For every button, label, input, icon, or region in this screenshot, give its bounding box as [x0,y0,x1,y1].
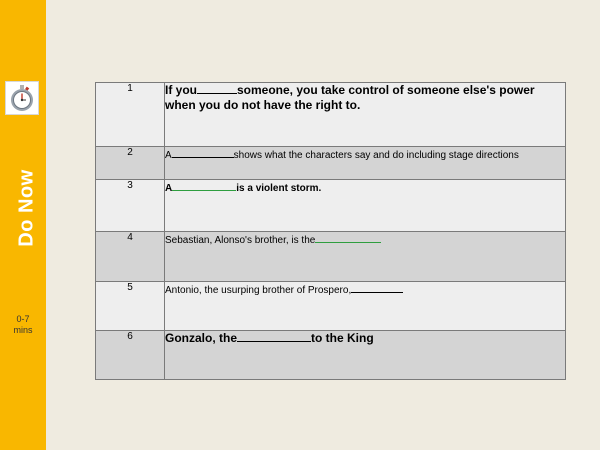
question-text-before: Antonio, the usurping brother of Prospero, [165,285,352,296]
question-row-2 [96,147,566,180]
question-text-before: Gonzalo, the [165,331,237,345]
question-number: 2 [96,147,165,180]
question-table [95,82,566,380]
question-row-5 [96,282,566,331]
question-text [165,147,566,180]
question-text-before: Sebastian, Alonso's brother, is the [165,235,316,246]
time-label [0,314,46,336]
question-text [165,331,566,380]
answer-blank [172,147,234,158]
do-now-title: Do Now [15,169,38,247]
question-number: 5 [96,282,165,331]
answer-blank [315,232,381,243]
answer-blank [172,180,236,191]
question-number: 6 [96,331,165,380]
question-number: 3 [96,180,165,232]
question-text [165,83,566,147]
answer-blank [197,83,237,94]
question-text-before: A [165,150,172,161]
stopwatch-icon [5,81,39,115]
sidebar [0,0,46,450]
question-row-6 [96,331,566,380]
question-row-1 [96,83,566,147]
question-text [165,232,566,282]
question-row-3 [96,180,566,232]
question-text-before: A [165,183,173,194]
question-text [165,180,566,232]
question-number: 1 [96,83,165,147]
question-text-after: shows what the characters say and do including stage directions [233,150,519,161]
question-text [165,282,566,331]
time-range: 0-7 [16,314,30,324]
question-text-after: someone, you take control of someone else's power when you do not have the right to. [165,83,535,112]
answer-blank [351,282,403,293]
time-unit: mins [13,325,33,335]
question-row-4 [96,232,566,282]
question-text-before: If you [165,83,197,97]
question-text-after: to the King [311,331,374,345]
answer-blank [237,331,311,342]
question-text-after: is a violent storm. [236,183,322,194]
question-number: 4 [96,232,165,282]
